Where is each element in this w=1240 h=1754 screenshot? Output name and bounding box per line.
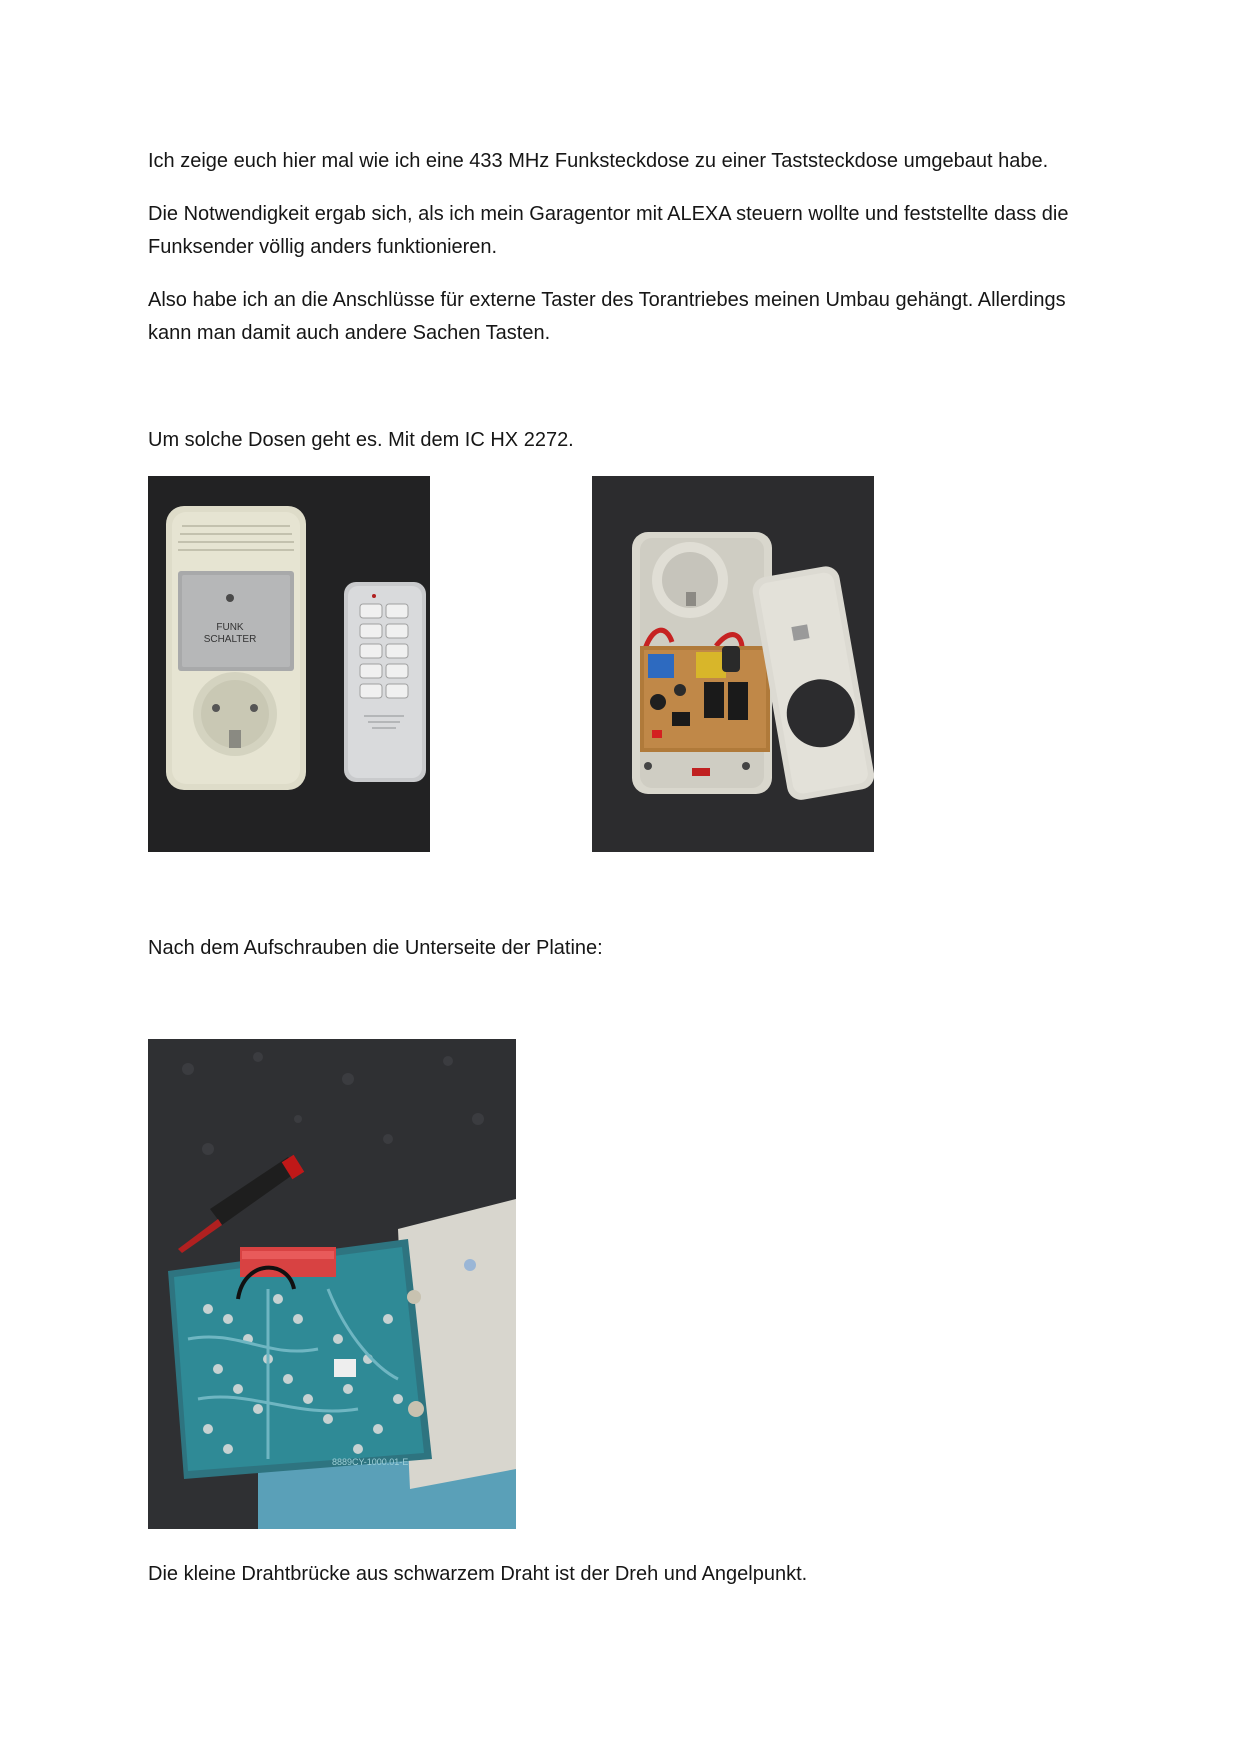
paragraph-intro: Ich zeige euch hier mal wie ich eine 433 MHz Funksteckdose zu einer Taststeckdose umgebaut habe. (148, 150, 1049, 172)
pcb-marking-text: 8889CY-1000.01-E (332, 1457, 409, 1467)
paragraph-reason: Die Notwendigkeit ergab sich, als ich mein Garagentor mit ALEXA steuern wollte und feststellte dass die Funksender völlig anders funktionieren. (148, 203, 1069, 258)
photo-opened-socket (592, 476, 874, 852)
socket-label-line1: FUNK (216, 622, 244, 633)
socket-label-line2: SCHALTER (203, 634, 257, 645)
paragraph-wire-bridge: Die kleine Drahtbrücke aus schwarzem Draht ist der Dreh und Angelpunkt. (148, 1563, 808, 1585)
paragraph-underside: Nach dem Aufschrauben die Unterseite der Platine: (148, 937, 603, 959)
photo-socket-and-remote (148, 476, 430, 852)
photo-pcb-underside (148, 1039, 516, 1529)
paragraph-connection: Also habe ich an die Anschlüsse für externe Taster des Torantriebes meinen Umbau gehängt. Allerdings kann man damit auch andere Sachen Tasten. (148, 289, 1066, 344)
paragraph-sockets: Um solche Dosen geht es. Mit dem IC HX 2272. (148, 429, 574, 451)
